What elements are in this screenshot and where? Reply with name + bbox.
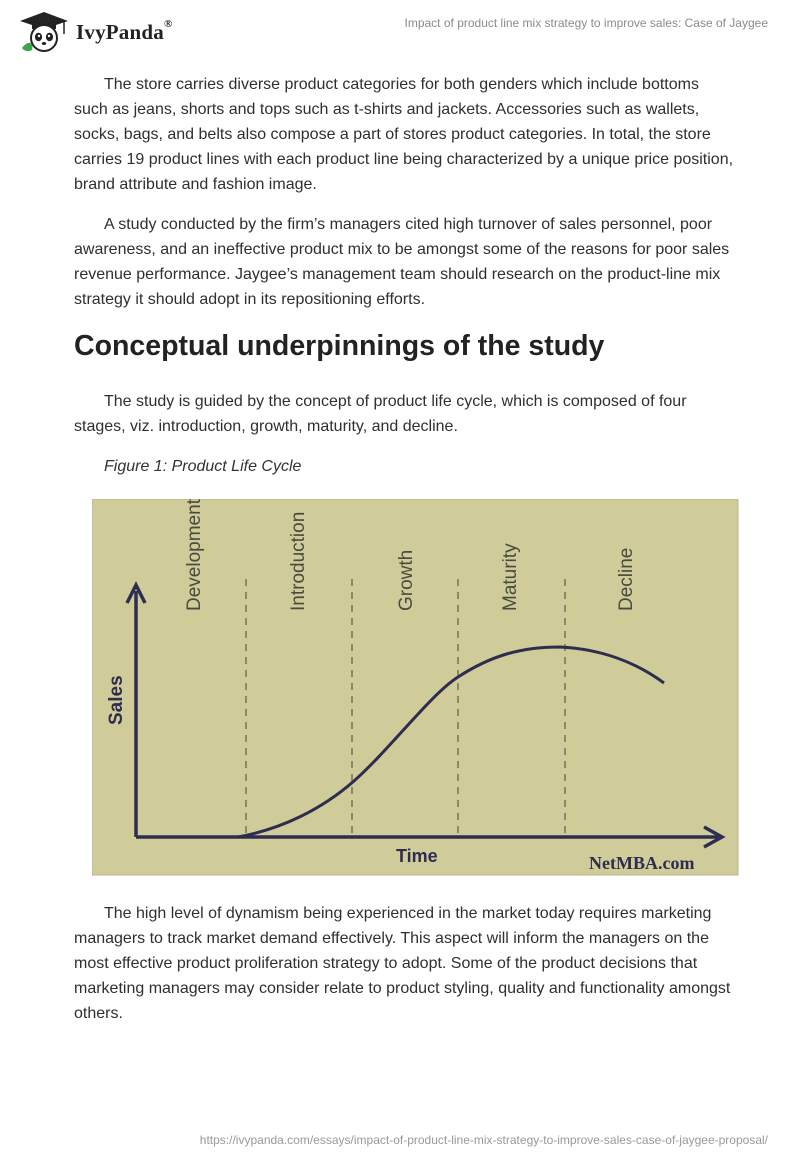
section-heading: Conceptual underpinnings of the study [74, 330, 605, 362]
figure-credit: NetMBA.com [589, 853, 695, 873]
stage-label-decline: Decline [616, 547, 637, 611]
panda-logo-icon [18, 10, 70, 54]
paragraph-market-dynamism: The high level of dynamism being experienced in the market today requires marketing managers to track market demand effectively. This aspect will inform the managers on the most effective product proliferation strategy to adopt. Some of the product decisions that marketing managers may consider relate to product styling, quality and functionality amongst others. [74, 905, 731, 1022]
y-axis-label: Sales [106, 675, 127, 725]
x-axis-label: Time [396, 846, 438, 866]
ivypanda-logo[interactable] [18, 10, 172, 54]
product-life-cycle-figure [92, 499, 740, 884]
paragraph-life-cycle-intro: The study is guided by the concept of product life cycle, which is composed of four stages, viz. introduction, growth, maturity, and decline. [74, 393, 687, 435]
source-url-link[interactable]: https://ivypanda.com/essays/impact-of-product-line-mix-strategy-to-improve-sales-case-of-jaygee-proposal/ [199, 1133, 768, 1147]
stage-label-introduction: Introduction [288, 511, 309, 611]
product-life-cycle-diagram [92, 499, 740, 879]
stage-label-development: Development [184, 499, 205, 611]
stage-label-maturity: Maturity [500, 543, 521, 611]
figure-caption: Figure 1: Product Life Cycle [104, 458, 302, 475]
document-title: Impact of product line mix strategy to improve sales: Case of Jaygee [404, 16, 768, 30]
paragraph-product-categories: The store carries diverse product categories for both genders which include bottoms such as jeans, shorts and tops such as t-shirts and jackets. Accessories such as wallets, socks, bags, and belts also compose a part of stores product categories. In total, the store carries 19 product lines with each product line being characterized by a unique price position, brand attribute and fashion image. [74, 76, 734, 193]
brand-name: IvyPanda® [76, 17, 173, 44]
stage-label-growth: Growth [396, 549, 417, 611]
paragraph-study-findings: A study conducted by the firm’s managers cited high turnover of sales personnel, poor awareness, and an ineffective product mix to be amongst some of the reasons for poor sales revenue performance. Jaygee’s management team should research on the product-line mix strategy it should adopt in its repositioning efforts. [74, 216, 730, 308]
